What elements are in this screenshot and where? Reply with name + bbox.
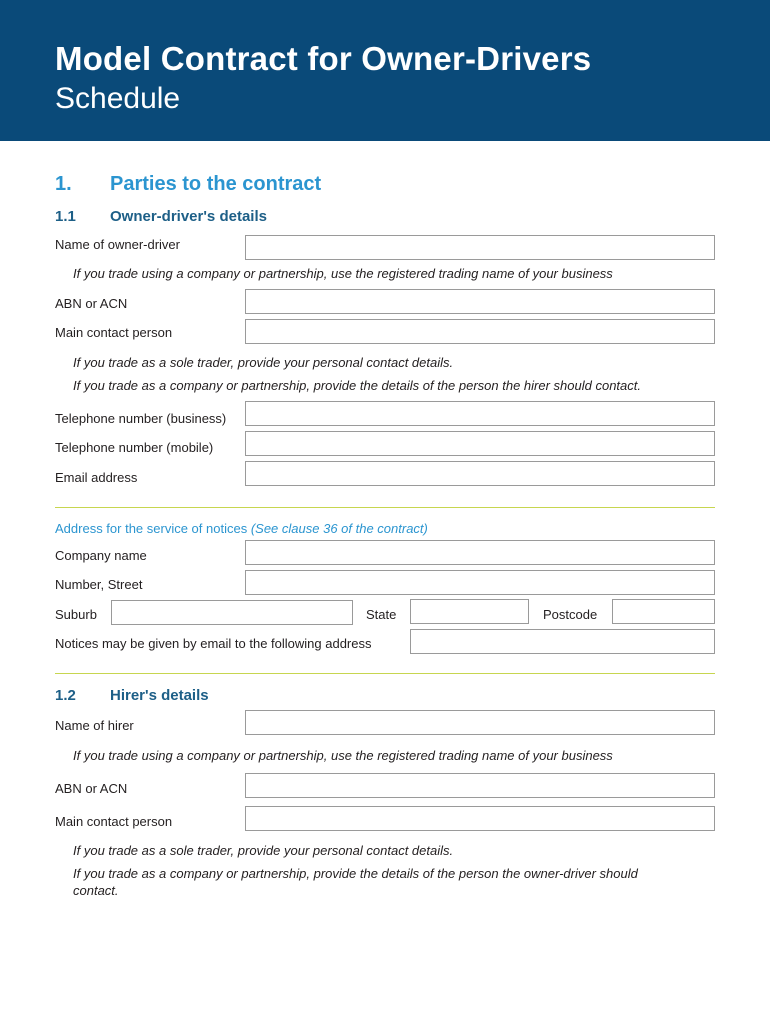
divider [55, 507, 715, 508]
hirer-abn-input[interactable] [245, 773, 715, 798]
owner-contact-input[interactable] [245, 319, 715, 344]
company-name-label: Company name [55, 548, 147, 563]
section-title: Parties to the contract [110, 173, 322, 195]
suburb-label: Suburb [55, 607, 97, 622]
subsection-title: Owner-driver's details [110, 208, 267, 225]
hirer-name-label: Name of hirer [55, 718, 134, 733]
owner-contact-note-2: If you trade as a company or partnership, provide the details of the person the hirer should contact. [73, 378, 641, 393]
section-number: 1. [55, 173, 72, 195]
owner-email-label: Email address [55, 470, 138, 485]
owner-tel-mobile-input[interactable] [245, 431, 715, 456]
subsection-title: Hirer's details [110, 687, 209, 704]
company-name-input[interactable] [245, 540, 715, 565]
suburb-input[interactable] [111, 600, 353, 625]
hirer-contact-note-2b: contact. [73, 883, 119, 898]
postcode-label: Postcode [543, 607, 598, 622]
owner-contact-label: Main contact person [55, 325, 173, 340]
street-input[interactable] [245, 570, 715, 595]
owner-name-input[interactable] [245, 235, 715, 260]
owner-tel-business-input[interactable] [245, 401, 715, 426]
hirer-contact-note-2a: If you trade as a company or partnership, provide the details of the person the owner-driver should [73, 866, 638, 881]
page-header [0, 0, 770, 141]
hirer-abn-label: ABN or ACN [55, 781, 128, 796]
notices-heading [55, 521, 428, 536]
document-title: Model Contract for Owner-Drivers [55, 40, 592, 77]
hirer-contact-note-1: If you trade as a sole trader, provide your personal contact details. [73, 843, 454, 858]
notices-email-input[interactable] [410, 629, 715, 654]
hirer-name-input[interactable] [245, 710, 715, 735]
document-subtitle: Schedule [55, 82, 181, 115]
hirer-contact-input[interactable] [245, 806, 715, 831]
owner-abn-label: ABN or ACN [55, 296, 128, 311]
notices-heading-ref: (See clause 36 of the contract) [250, 521, 428, 536]
subsection-number: 1.1 [55, 208, 76, 225]
notices-heading-text: Address for the service of notices [55, 521, 248, 536]
hirer-contact-label: Main contact person [55, 814, 173, 829]
notices-email-label: Notices may be given by email to the following address [55, 636, 372, 651]
owner-email-input[interactable] [245, 461, 715, 486]
owner-name-label: Name of owner-driver [55, 237, 180, 252]
owner-abn-input[interactable] [245, 289, 715, 314]
street-label: Number, Street [55, 577, 143, 592]
state-label: State [366, 607, 397, 622]
postcode-input[interactable] [612, 599, 715, 624]
divider [55, 673, 715, 674]
owner-tel-business-label: Telephone number (business) [55, 411, 227, 426]
state-input[interactable] [410, 599, 529, 624]
subsection-number: 1.2 [55, 687, 76, 704]
owner-tel-mobile-label: Telephone number (mobile) [55, 440, 214, 455]
hirer-name-note: If you trade using a company or partnership, use the registered trading name of your business [73, 748, 613, 763]
owner-name-note: If you trade using a company or partnership, use the registered trading name of your business [73, 266, 613, 281]
owner-contact-note-1: If you trade as a sole trader, provide your personal contact details. [73, 355, 454, 370]
